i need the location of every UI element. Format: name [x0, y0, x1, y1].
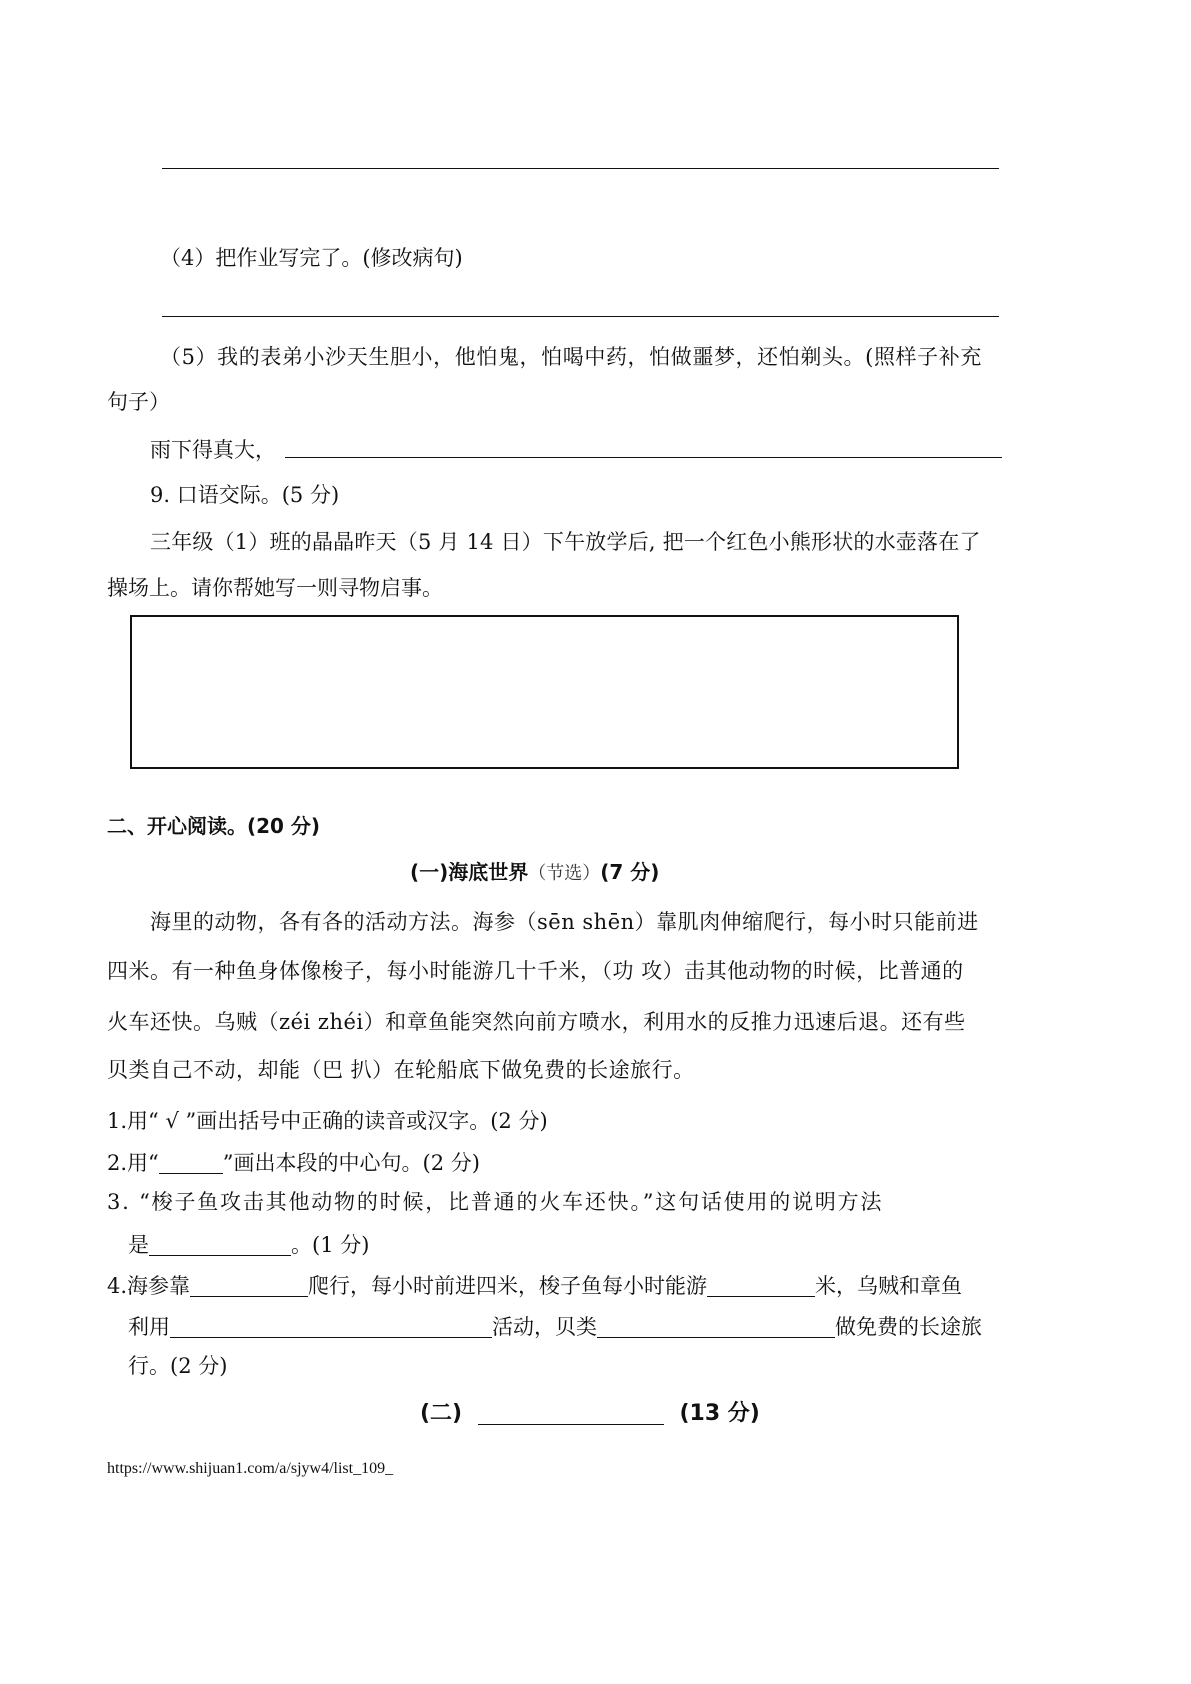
- question-9-title: 9. 口语交际。(5 分): [150, 483, 340, 507]
- reading-question-3-before: 是: [128, 1233, 149, 1257]
- reading-question-3-line2: [128, 1233, 369, 1256]
- reading-question-2: [107, 1151, 480, 1174]
- answer-blank[interactable]: [190, 1274, 308, 1297]
- reading-question-3-after: 。(1 分): [291, 1233, 370, 1257]
- underline-sample: [159, 1151, 223, 1174]
- reading-question-4-part1: 4.海参靠: [107, 1274, 191, 1298]
- answer-line[interactable]: [162, 316, 999, 317]
- question-item-5-prompt: 雨下得真大，: [150, 438, 276, 462]
- passage-1-title-note: （节选）: [528, 863, 601, 884]
- reading-question-4-part6: 做免费的长途旅: [835, 1315, 982, 1339]
- answer-blank[interactable]: [707, 1274, 815, 1297]
- reading-question-4-part2: 爬行，每小时前进四米，梭子鱼每小时能游: [308, 1274, 708, 1298]
- answer-box[interactable]: [130, 615, 959, 769]
- reading-question-4-line3: 行。(2 分): [128, 1354, 228, 1378]
- section-2-title: 二、开心阅读。(20 分): [107, 814, 321, 838]
- passage-1-title: [410, 862, 659, 883]
- reading-question-4-line2: [128, 1315, 982, 1338]
- question-item-5-line2: 句子）: [107, 390, 170, 414]
- reading-question-3-line1: 3. “梭子鱼攻击其他动物的时候，比普通的火车还快。”这句话使用的说明方法: [107, 1190, 884, 1214]
- reading-question-2-before: 2.用“: [107, 1151, 159, 1175]
- reading-question-4-line1: [107, 1274, 962, 1297]
- answer-blank[interactable]: [170, 1315, 492, 1338]
- question-9-paragraph-line1: 三年级（1）班的晶晶昨天（5 月 14 日）下午放学后, 把一个红色小熊形状的水壶落在了: [150, 530, 981, 554]
- answer-line[interactable]: [162, 168, 999, 169]
- passage-1-line-1: 海里的动物，各有各的活动方法。海参（sēn shēn）靠肌肉伸缩爬行，每小时只能前进: [150, 910, 979, 934]
- passage-1-line-3: 火车还快。乌贼（zéi zhéi）和章鱼能突然向前方喷水，利用水的反推力迅速后退。还有些: [107, 1010, 966, 1034]
- answer-blank[interactable]: [149, 1233, 291, 1256]
- reading-question-4-part5: 活动，贝类: [492, 1315, 597, 1339]
- passage-1-title-score: (7 分): [600, 860, 660, 884]
- question-item-5-line1: （5）我的表弟小沙天生胆小，他怕鬼，怕喝中药，怕做噩梦，还怕剃头。(照样子补充: [160, 345, 982, 369]
- passage-2-title-blank[interactable]: [478, 1402, 664, 1425]
- passage-1-line-2: 四米。有一种鱼身体像梭子，每小时能游几十千米，（功 攻）击其他动物的时候，比普通的: [107, 959, 964, 983]
- passage-1-title-main: (一)海底世界: [410, 860, 529, 884]
- passage-2-title: [420, 1402, 760, 1425]
- passage-2-title-after: (13 分): [679, 1401, 760, 1426]
- question-item-4: （4）把作业写完了。(修改病句): [160, 246, 463, 270]
- passage-2-title-before: (二): [420, 1401, 463, 1426]
- answer-line[interactable]: [285, 457, 1002, 458]
- reading-question-1: 1.用“ √ ”画出括号中正确的读音或汉字。(2 分): [107, 1109, 548, 1133]
- footer-url[interactable]: https://www.shijuan1.com/a/sjyw4/list_109_: [107, 1460, 394, 1477]
- reading-question-4-part4: 利用: [128, 1315, 170, 1339]
- passage-1-line-4: 贝类自己不动，却能（巴 扒）在轮船底下做免费的长途旅行。: [107, 1058, 695, 1082]
- question-9-paragraph-line2: 操场上。请你帮她写一则寻物启事。: [107, 576, 443, 600]
- answer-blank[interactable]: [597, 1315, 835, 1338]
- reading-question-4-part3: 米，乌贼和章鱼: [815, 1274, 963, 1298]
- reading-question-2-after: ”画出本段的中心句。(2 分): [222, 1151, 480, 1175]
